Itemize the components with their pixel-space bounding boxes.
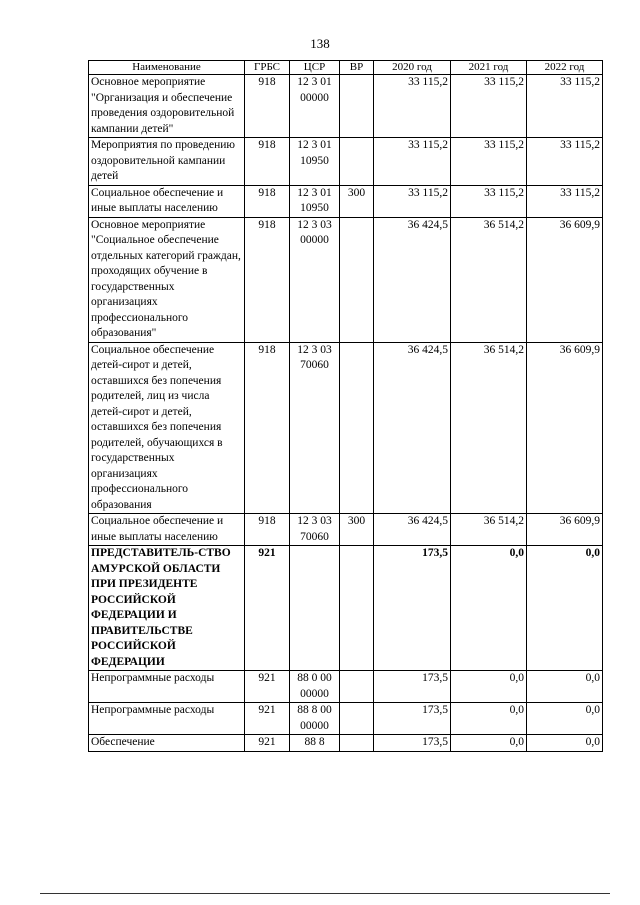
row-2022-cell: 36 609,9 (527, 217, 603, 342)
row-vr-cell: 300 (340, 185, 374, 217)
row-grbs-cell: 921 (245, 703, 290, 735)
table-row (89, 671, 603, 703)
row-vr-cell (340, 546, 374, 671)
row-2022-cell: 33 115,2 (527, 138, 603, 186)
row-2022-cell: 0,0 (527, 735, 603, 752)
row-grbs-cell: 921 (245, 735, 290, 752)
row-name-cell: Обеспечение (89, 735, 245, 752)
row-grbs-cell: 918 (245, 75, 290, 138)
row-name-cell: Социальное обеспечение и иные выплаты населению (89, 514, 245, 546)
row-name-cell: Непрограммные расходы (89, 671, 245, 703)
row-2020-cell: 33 115,2 (374, 138, 451, 186)
row-vr-cell (340, 75, 374, 138)
table-row (89, 703, 603, 735)
row-vr-cell: 300 (340, 514, 374, 546)
row-vr-cell (340, 671, 374, 703)
budget-table (88, 60, 603, 752)
row-name-cell: Социальное обеспечение и иные выплаты населению (89, 185, 245, 217)
row-csr-cell: 12 3 03 00000 (290, 217, 340, 342)
row-2021-cell: 0,0 (451, 735, 527, 752)
row-2020-cell: 173,5 (374, 546, 451, 671)
row-grbs-cell: 921 (245, 546, 290, 671)
page-number: 138 (310, 36, 330, 51)
row-2022-cell: 36 609,9 (527, 342, 603, 514)
table-body (89, 75, 603, 752)
header-2022: 2022 год (527, 61, 603, 75)
row-2021-cell: 33 115,2 (451, 75, 527, 138)
row-csr-cell: 88 8 00 00000 (290, 703, 340, 735)
row-vr-cell (340, 342, 374, 514)
row-2021-cell: 33 115,2 (451, 138, 527, 186)
row-2021-cell: 33 115,2 (451, 185, 527, 217)
row-2020-cell: 36 424,5 (374, 217, 451, 342)
row-2020-cell: 33 115,2 (374, 185, 451, 217)
table-row (89, 546, 603, 671)
row-name-cell: Основное мероприятие "Социальное обеспечение отдельных категорий граждан, проходящих обучение в государственных организациях профессионального образования" (89, 217, 245, 342)
row-grbs-cell: 921 (245, 671, 290, 703)
row-2020-cell: 36 424,5 (374, 342, 451, 514)
table-row (89, 138, 603, 186)
row-2022-cell: 33 115,2 (527, 75, 603, 138)
header-name: Наименование (89, 61, 245, 75)
row-grbs-cell: 918 (245, 342, 290, 514)
row-2021-cell: 36 514,2 (451, 217, 527, 342)
row-name-cell: Мероприятия по проведению оздоровительной кампании детей (89, 138, 245, 186)
row-grbs-cell: 918 (245, 514, 290, 546)
row-2022-cell: 0,0 (527, 546, 603, 671)
row-grbs-cell: 918 (245, 185, 290, 217)
row-2020-cell: 33 115,2 (374, 75, 451, 138)
header-2020: 2020 год (374, 61, 451, 75)
table-header-row (89, 61, 603, 75)
row-2020-cell: 36 424,5 (374, 514, 451, 546)
row-2020-cell: 173,5 (374, 703, 451, 735)
row-csr-cell (290, 546, 340, 671)
row-2022-cell: 36 609,9 (527, 514, 603, 546)
table-row (89, 185, 603, 217)
table-row (89, 342, 603, 514)
row-csr-cell: 12 3 01 00000 (290, 75, 340, 138)
row-2022-cell: 0,0 (527, 671, 603, 703)
row-csr-cell: 88 8 (290, 735, 340, 752)
row-vr-cell (340, 138, 374, 186)
header-grbs: ГРБС (245, 61, 290, 75)
table-row (89, 735, 603, 752)
row-vr-cell (340, 217, 374, 342)
bottom-rule (40, 893, 610, 894)
table-row (89, 514, 603, 546)
row-name-cell: ПРЕДСТАВИТЕЛЬ-СТВО АМУРСКОЙ ОБЛАСТИ ПРИ ПРЕЗИДЕНТЕ РОССИЙСКОЙ ФЕДЕРАЦИИ И ПРАВИТЕЛЬСТВЕ РОССИЙСКОЙ ФЕДЕРАЦИИ (89, 546, 245, 671)
row-2022-cell: 0,0 (527, 703, 603, 735)
row-2021-cell: 0,0 (451, 703, 527, 735)
table-row (89, 217, 603, 342)
row-2021-cell: 36 514,2 (451, 342, 527, 514)
header-2021: 2021 год (451, 61, 527, 75)
row-name-cell: Непрограммные расходы (89, 703, 245, 735)
row-2021-cell: 36 514,2 (451, 514, 527, 546)
row-grbs-cell: 918 (245, 217, 290, 342)
row-grbs-cell: 918 (245, 138, 290, 186)
row-2022-cell: 33 115,2 (527, 185, 603, 217)
row-2021-cell: 0,0 (451, 546, 527, 671)
row-2020-cell: 173,5 (374, 671, 451, 703)
row-csr-cell: 12 3 01 10950 (290, 185, 340, 217)
row-vr-cell (340, 735, 374, 752)
row-2021-cell: 0,0 (451, 671, 527, 703)
row-csr-cell: 12 3 03 70060 (290, 342, 340, 514)
row-name-cell: Социальное обеспечение детей-сирот и детей, оставшихся без попечения родителей, лиц из числа детей-сирот и детей, оставшихся без попечения родителей, обучающихся в государственных организациях профессионального образования (89, 342, 245, 514)
row-name-cell: Основное мероприятие "Организация и обеспечение проведения оздоровительной кампании детей" (89, 75, 245, 138)
row-csr-cell: 12 3 01 10950 (290, 138, 340, 186)
row-2020-cell: 173,5 (374, 735, 451, 752)
header-vr: ВР (340, 61, 374, 75)
row-csr-cell: 12 3 03 70060 (290, 514, 340, 546)
row-vr-cell (340, 703, 374, 735)
header-csr: ЦСР (290, 61, 340, 75)
row-csr-cell: 88 0 00 00000 (290, 671, 340, 703)
table-row (89, 75, 603, 138)
